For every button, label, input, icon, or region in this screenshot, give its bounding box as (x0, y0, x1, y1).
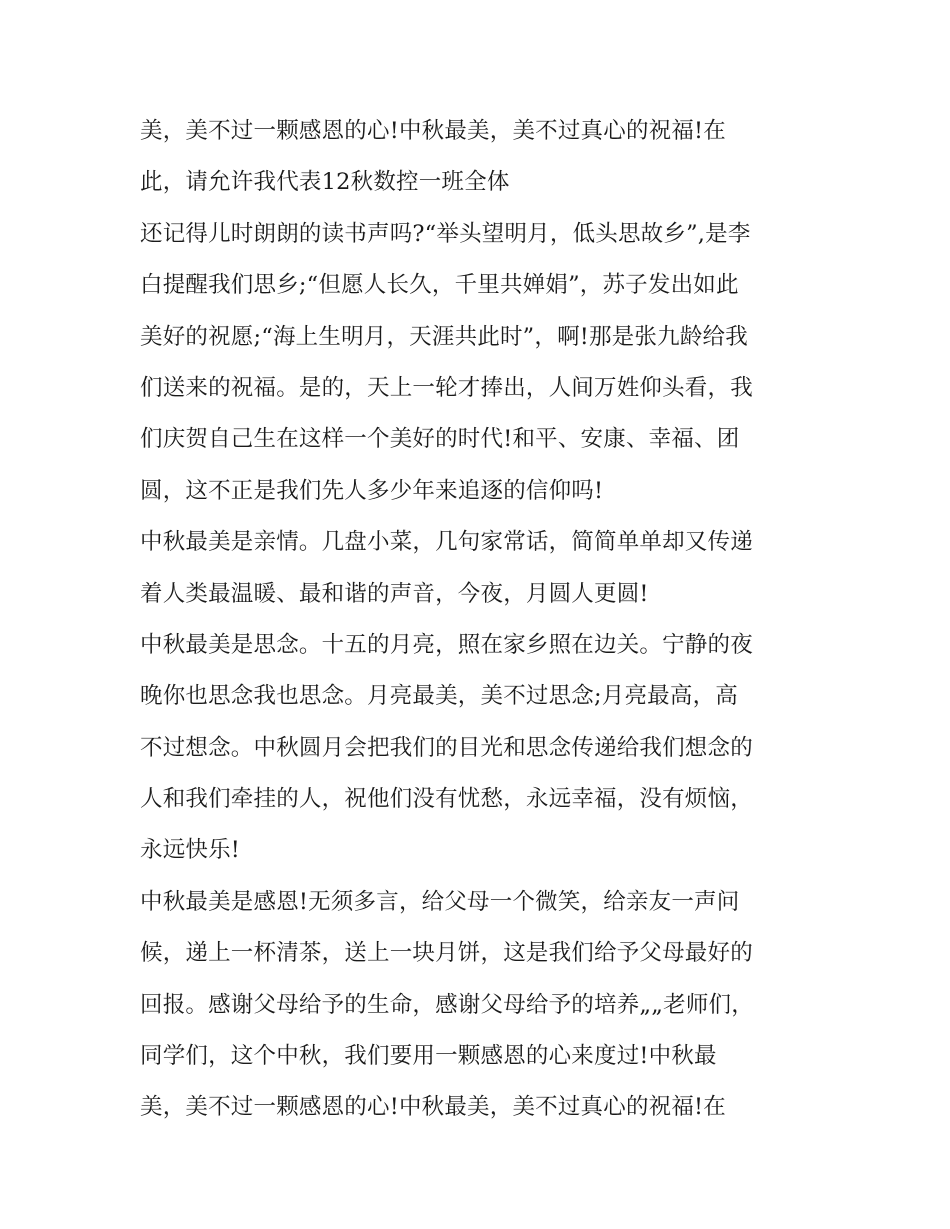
text-line: 同学们，这个中秋，我们要用一颗感恩的心来度过!中秋最 (140, 1043, 717, 1070)
text-line: 此，请允许我代表12秋数控一班全体 (140, 169, 510, 196)
text-line: 白提醒我们思乡;“但愿人长久，千里共婵娟”，苏子发出如此 (140, 272, 739, 299)
text-line: 还记得儿时朗朗的读书声吗?“举头望明月，低头思故乡”,是李 (140, 220, 751, 247)
text-line: 中秋最美是感恩!无须多言，给父母一个微笑，给亲友一声问 (140, 888, 740, 915)
document-body (140, 106, 820, 1134)
text-line: 着人类最温暖、最和谐的声音，今夜，月圆人更圆! (140, 580, 649, 607)
text-line: 永远快乐! (140, 837, 241, 864)
text-line: 回报。感谢父母给予的生命，感谢父母给予的培养„„老师们， (140, 991, 754, 1018)
text-line: 人和我们牵挂的人，祝他们没有忧愁，永远幸福，没有烦恼， (140, 786, 753, 813)
text-line: 中秋最美是亲情。几盘小菜，几句家常话，简简单单却又传递 (140, 529, 753, 556)
text-line: 们庆贺自己生在这样一个美好的时代!和平、安康、幸福、团 (140, 426, 740, 453)
text-line: 圆，这不正是我们先人多少年来追逐的信仰吗! (140, 477, 604, 504)
text-line: 美，美不过一颗感恩的心!中秋最美，美不过真心的祝福!在 (140, 118, 726, 144)
text-line: 晚你也思念我也思念。月亮最美，美不过思念;月亮最高，高 (140, 683, 738, 710)
text-line: 美好的祝愿;“海上生明月，天涯共此时”，啊!那是张九龄给我 (140, 323, 748, 350)
text-line: 候，递上一杯清茶，送上一块月饼，这是我们给予父母最好的 (140, 940, 753, 967)
text-line: 美，美不过一颗感恩的心!中秋最美，美不过真心的祝福!在 (140, 1094, 726, 1121)
text-line: 中秋最美是思念。十五的月亮，照在家乡照在边关。宁静的夜 (140, 631, 753, 658)
text-line: 不过想念。中秋圆月会把我们的目光和思念传递给我们想念的 (140, 734, 753, 761)
text-line: 们送来的祝福。是的，天上一轮才捧出，人间万姓仰头看，我 (140, 374, 753, 401)
